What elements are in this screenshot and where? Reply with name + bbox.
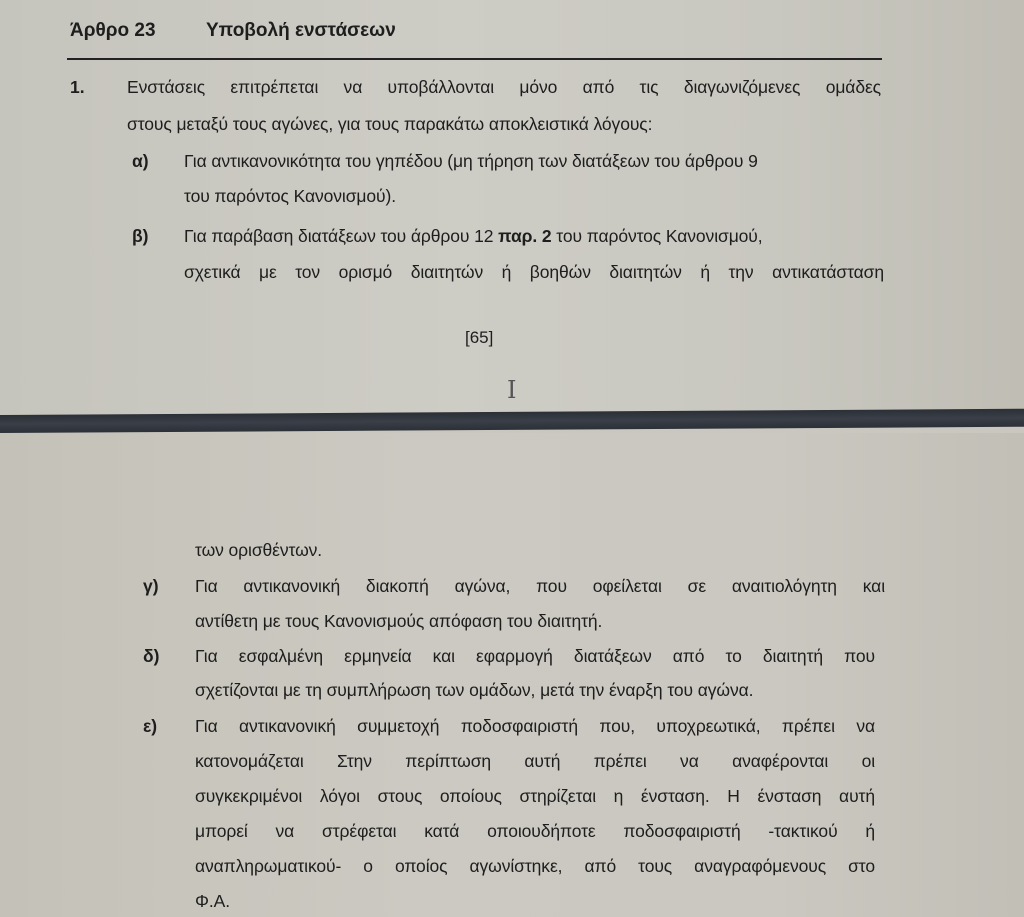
item-d-line-1: [195, 646, 875, 667]
paragraph-1-line-2: στους μεταξύ τους αγώνες, για τους παρακάτω αποκλειστικά λόγους:: [127, 114, 653, 134]
item-e-line-6: Φ.Α.: [195, 891, 230, 911]
item-e-line-1: [195, 716, 875, 737]
item-b-label: β): [132, 226, 149, 246]
item-b-continuation: των ορισθέντων.: [195, 540, 323, 560]
item-e-line-3: [195, 786, 875, 807]
page-number: [65]: [465, 328, 494, 347]
item-c-line-2: αντίθετη με τους Κανονισμούς απόφαση του διαιτητή.: [195, 611, 603, 631]
item-a-line-1: Για αντικανονικότητα του γηπέδου (μη τήρηση των διατάξεων του άρθρου 9: [184, 151, 758, 171]
article-title: Υποβολή ενστάσεων: [206, 20, 396, 41]
item-a-label: α): [132, 151, 149, 171]
item-b-text-2: σχετικά με τον ορισμό διαιτητών ή βοηθών διαιτητών ή την αντικατάσταση: [184, 262, 884, 282]
item-e-text-3: συγκεκριμένοι λόγοι στους οποίους στηρίζεται η ένσταση. Η ένσταση αυτή: [195, 786, 875, 806]
item-b-line-2: [184, 262, 884, 283]
item-e-label: ε): [143, 716, 158, 736]
item-e-line-2: [195, 751, 875, 772]
item-e-text-2: κατονομάζεται Στην περίπτωση αυτή πρέπει να αναφέρονται οι: [195, 751, 875, 771]
item-b-text-before: Για παράβαση διατάξεων του άρθρου 12: [184, 226, 499, 246]
item-e-line-5: [195, 856, 875, 877]
item-d-label: δ): [143, 646, 160, 666]
document-page-65: [0, 0, 1024, 417]
item-e-line-4: [195, 821, 875, 842]
document-page-66: [0, 433, 1024, 917]
paragraph-1-text-1: Ενστάσεις επιτρέπεται να υποβάλλονται μόνο από τις διαγωνιζόμενες ομάδες: [127, 77, 881, 97]
article-number: Άρθρο 23: [70, 20, 156, 41]
item-b-line-1: [184, 226, 763, 247]
paragraph-number: 1.: [70, 77, 85, 97]
item-b-text-after: του παρόντος Κανονισμού,: [551, 226, 763, 246]
item-d-text-1: Για εσφαλμένη ερμηνεία και εφαρμογή διατάξεων από το διαιτητή που: [195, 646, 875, 666]
item-a-line-2: του παρόντος Κανονισμού).: [184, 186, 396, 206]
item-c-text-1: Για αντικανονική διακοπή αγώνα, που οφείλεται σε αναιτιολόγητη και: [195, 576, 885, 596]
item-d-line-2: σχετίζονται με τη συμπλήρωση των ομάδων, μετά την έναρξη του αγώνα.: [195, 680, 754, 700]
item-b-text-bold: παρ. 2: [498, 226, 552, 246]
item-e-text-1: Για αντικανονική συμμετοχή ποδοσφαιριστή που, υποχρεωτικά, πρέπει να: [195, 716, 875, 736]
item-c-label: γ): [143, 576, 159, 596]
item-e-text-4: μπορεί να στρέφεται κατά οποιουδήποτε ποδοσφαιριστή -τακτικού ή: [195, 821, 875, 841]
header-rule: [67, 58, 882, 60]
text-cursor-icon: I: [507, 376, 517, 404]
item-e-text-5: αναπληρωματικού- ο οποίος αγωνίστηκε, από τους αναγραφόμενους στο: [195, 856, 875, 876]
item-c-line-1: [195, 576, 885, 597]
article-header: [70, 20, 396, 42]
paragraph-1-line-1: [127, 77, 881, 98]
